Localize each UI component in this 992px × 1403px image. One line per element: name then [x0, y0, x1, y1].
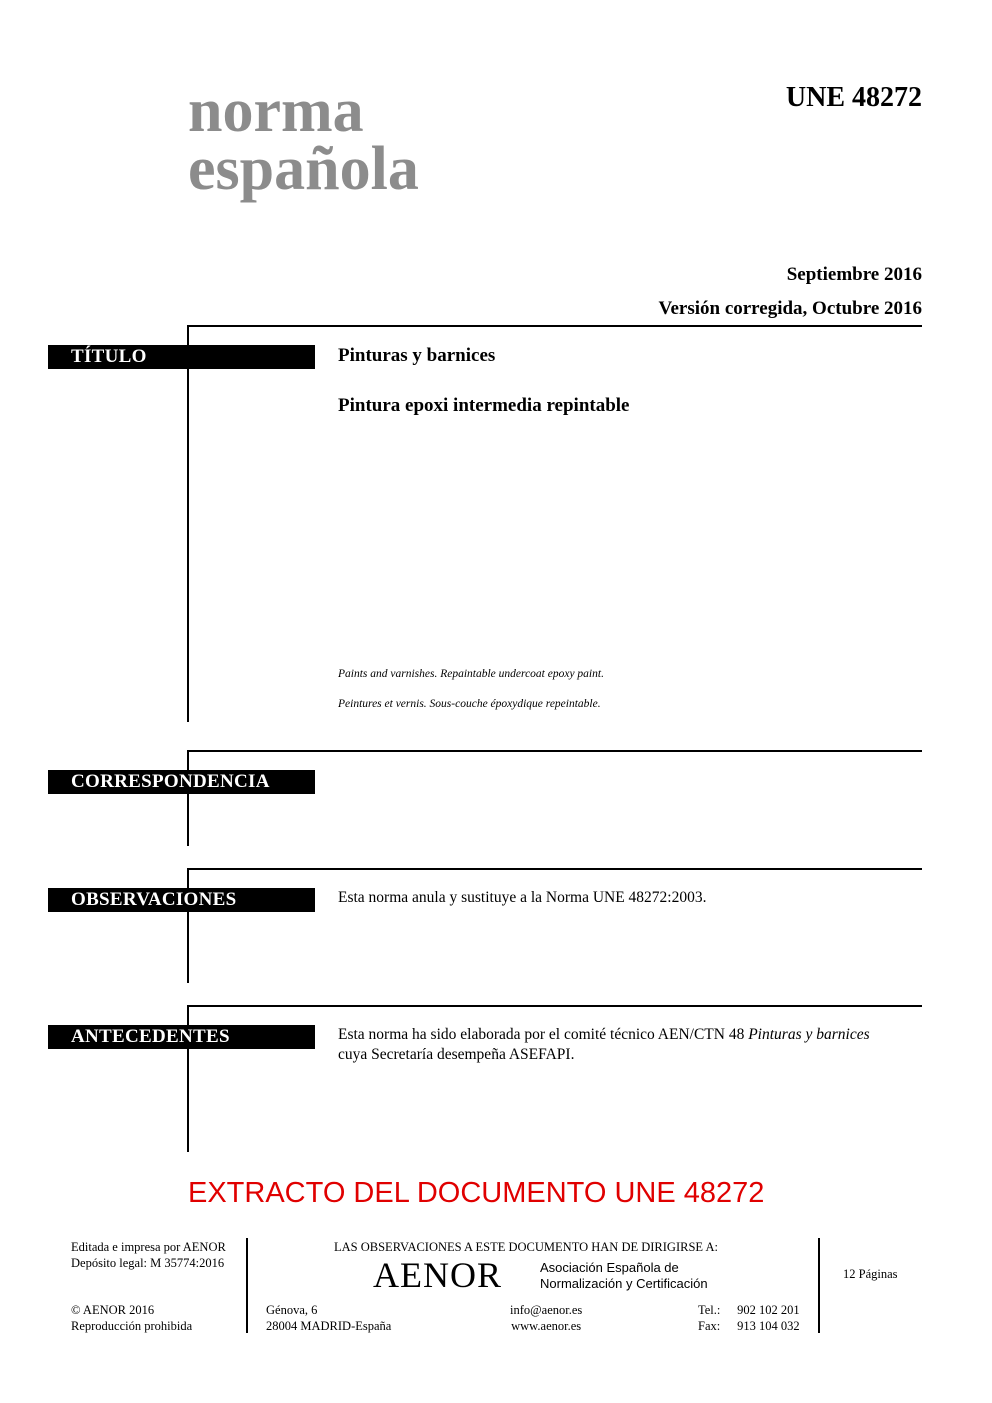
antecedentes-text: [338, 1025, 922, 1065]
footer-tel-row: [698, 1302, 800, 1318]
title-spanish-1: Pinturas y barnices: [338, 345, 496, 366]
footer-copyright-info: [71, 1302, 192, 1334]
publication-date: Septiembre 2016: [786, 264, 922, 285]
footer-address-line-1: Génova, 6: [266, 1303, 318, 1317]
footer-page-count: 12 Páginas: [843, 1267, 898, 1281]
footer-phone-fax: [698, 1302, 800, 1334]
version-note: Versión corregida, Octubre 2016: [658, 298, 922, 319]
footer-address: [266, 1302, 391, 1334]
footer-tel-number: 902 102 201: [737, 1303, 800, 1317]
aenor-org-line-2: Normalización y Certificación: [540, 1276, 708, 1291]
section-label-titulo: TÍTULO: [48, 345, 315, 369]
footer-fax-number: 913 104 032: [737, 1319, 800, 1333]
footer-observations-header: LAS OBSERVACIONES A ESTE DOCUMENTO HAN DE DIRIGIRSE A:: [334, 1240, 718, 1254]
title-spanish-2: Pintura epoxi intermedia repintable: [338, 395, 630, 416]
section-label-antecedentes: ANTECEDENTES: [48, 1025, 315, 1049]
observaciones-text: Esta norma anula y sustituye a la Norma UNE 48272:2003.: [338, 889, 707, 906]
extract-notice: EXTRACTO DEL DOCUMENTO UNE 48272: [188, 1177, 765, 1209]
antecedentes-text-part1: Esta norma ha sido elaborada por el comité técnico AEN/CTN 48: [338, 1026, 749, 1043]
title-english: Paints and varnishes. Repaintable undercoat epoxy paint.: [338, 668, 604, 680]
footer-divider-left: [246, 1238, 248, 1333]
section-label-correspondencia: CORRESPONDENCIA: [48, 770, 315, 794]
footer-tel-label: Tel.:: [698, 1303, 721, 1317]
footer-fax-label: Fax:: [698, 1319, 721, 1333]
section-divider-correspondencia: [188, 750, 922, 752]
section-divider-titulo: [188, 325, 922, 327]
footer-copyright: © AENOR 2016: [71, 1303, 155, 1317]
footer-online: [510, 1302, 582, 1334]
antecedentes-text-part2: cuya Secretaría desempeña ASEFAPI.: [338, 1046, 575, 1063]
brand-line-2: española: [188, 135, 419, 203]
section-divider-observaciones: [188, 868, 922, 870]
antecedentes-committee-name: Pinturas y barnices: [748, 1026, 870, 1043]
footer-reproduction: Reproducción prohibida: [71, 1319, 193, 1333]
brand-title: [188, 77, 419, 203]
standard-code: UNE 48272: [785, 82, 922, 113]
section-vertical-correspondencia: [187, 750, 189, 846]
aenor-logo: AENOR: [373, 1255, 502, 1295]
section-vertical-observaciones: [187, 868, 189, 983]
footer-address-line-2: 28004 MADRID-España: [266, 1319, 392, 1333]
aenor-org-name: [540, 1260, 708, 1292]
footer-edition-info: [71, 1239, 226, 1271]
footer-divider-right: [818, 1238, 820, 1333]
title-french: Peintures et vernis. Sous-couche époxydique repeintable.: [338, 698, 601, 710]
footer-email[interactable]: info@aenor.es: [510, 1303, 583, 1317]
footer-deposit: Depósito legal: M 35774:2016: [71, 1256, 225, 1270]
footer-web[interactable]: www.aenor.es: [511, 1319, 582, 1333]
section-vertical-titulo: [187, 325, 189, 722]
section-divider-antecedentes: [188, 1005, 922, 1007]
footer-edited: Editada e impresa por AENOR: [71, 1240, 226, 1254]
footer-fax-row: [698, 1318, 800, 1334]
section-label-observaciones: OBSERVACIONES: [48, 888, 315, 912]
aenor-org-line-1: Asociación Española de: [540, 1260, 679, 1275]
brand-line-1: norma: [188, 77, 364, 145]
